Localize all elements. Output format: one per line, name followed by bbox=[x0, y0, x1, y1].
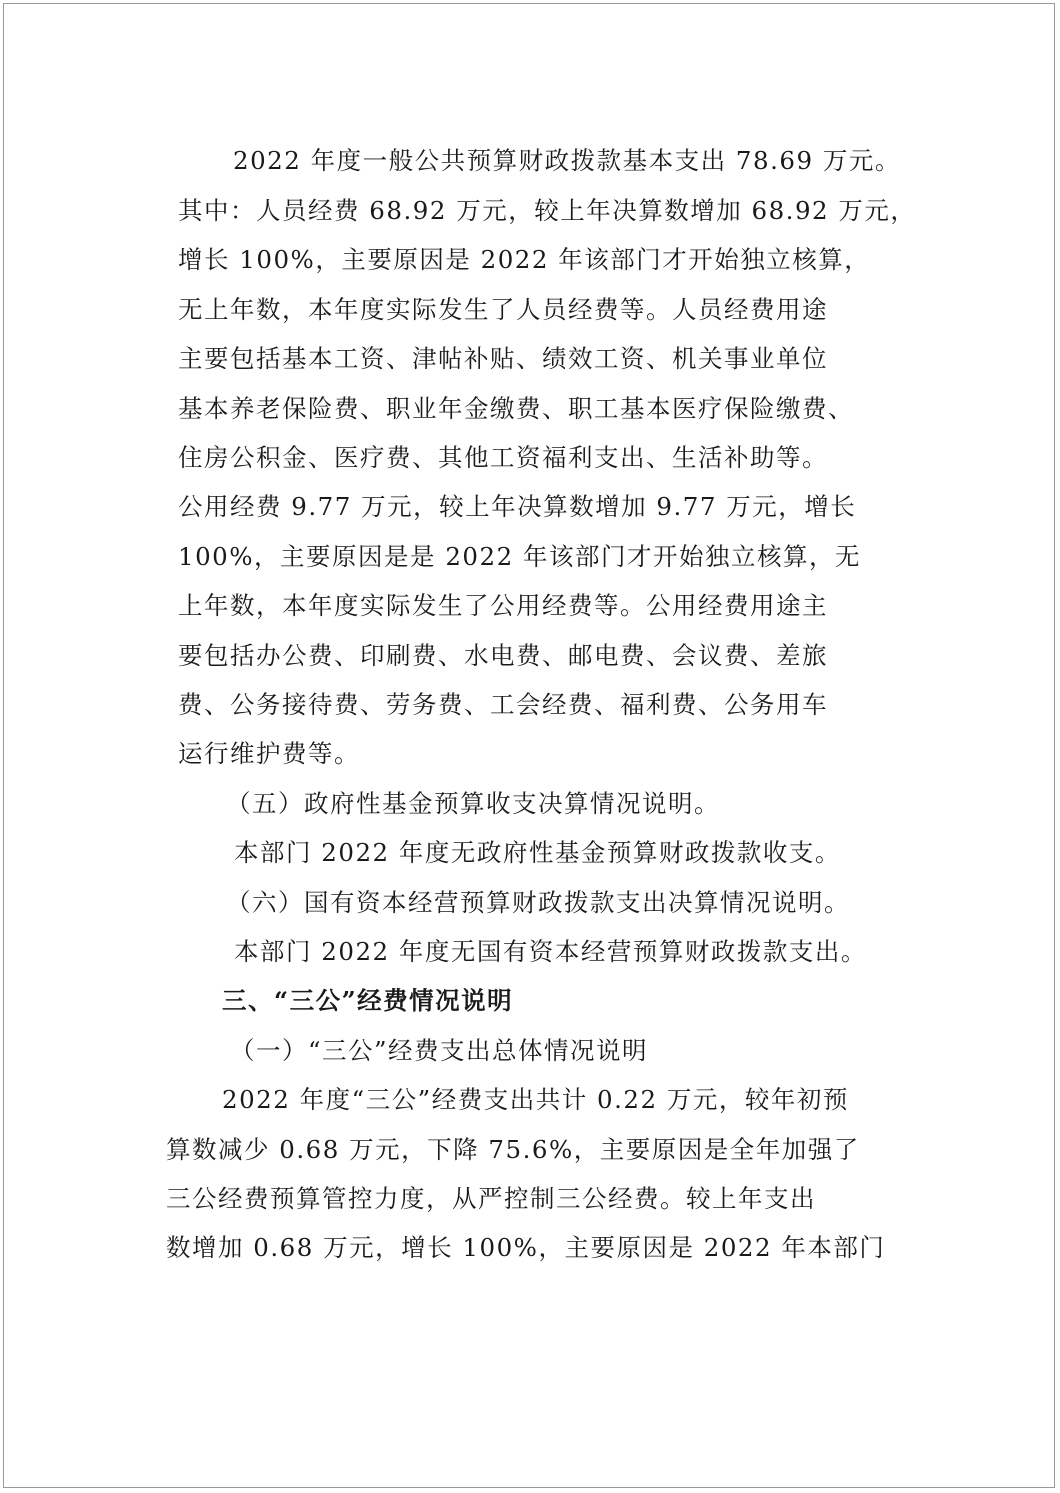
paragraph-line-9: 100%，主要原因是是 2022 年该部门才开始独立核算，无 bbox=[178, 542, 861, 571]
chapter-heading-3: 三、“三公”经费情况说明 bbox=[222, 986, 514, 1015]
paragraph-line-16: 2022 年度“三公”经费支出共计 0.22 万元，较年初预 bbox=[222, 1085, 849, 1114]
paragraph-line-15: 本部门 2022 年度无国有资本经营预算财政拨款支出。 bbox=[234, 937, 867, 966]
paragraph-line-18: 三公经费预算管控力度，从严控制三公经费。较上年支出 bbox=[166, 1184, 816, 1213]
paragraph-line-2: 其中：人员经费 68.92 万元，较上年决算数增加 68.92 万元， bbox=[178, 196, 917, 225]
paragraph-line-1: 2022 年度一般公共预算财政拨款基本支出 78.69 万元。 bbox=[233, 146, 901, 175]
sub-heading-1: （一）“三公”经费支出总体情况说明 bbox=[230, 1036, 649, 1065]
paragraph-line-6: 基本养老保险费、职业年金缴费、职工基本医疗保险缴费、 bbox=[178, 394, 854, 423]
paragraph-line-17: 算数减少 0.68 万元，下降 75.6%，主要原因是全年加强了 bbox=[166, 1135, 860, 1164]
paragraph-line-13: 运行维护费等。 bbox=[178, 739, 360, 768]
paragraph-line-14: 本部门 2022 年度无政府性基金预算财政拨款收支。 bbox=[234, 838, 841, 867]
paragraph-line-12: 费、公务接待费、劳务费、工会经费、福利费、公务用车 bbox=[178, 690, 828, 719]
paragraph-line-5: 主要包括基本工资、津帖补贴、绩效工资、机关事业单位 bbox=[178, 344, 828, 373]
paragraph-line-10: 上年数，本年度实际发生了公用经费等。公用经费用途主 bbox=[178, 591, 828, 620]
section-heading-5: （五）政府性基金预算收支决算情况说明。 bbox=[226, 789, 720, 818]
paragraph-line-8: 公用经费 9.77 万元，较上年决算数增加 9.77 万元，增长 bbox=[178, 492, 857, 521]
paragraph-line-11: 要包括办公费、印刷费、水电费、邮电费、会议费、差旅 bbox=[178, 641, 828, 670]
section-heading-6: （六）国有资本经营预算财政拨款支出决算情况说明。 bbox=[226, 888, 850, 917]
paragraph-line-19: 数增加 0.68 万元，增长 100%，主要原因是 2022 年本部门 bbox=[166, 1233, 886, 1262]
paragraph-line-3: 增长 100%，主要原因是 2022 年该部门才开始独立核算， bbox=[178, 245, 871, 274]
paragraph-line-4: 无上年数，本年度实际发生了人员经费等。人员经费用途 bbox=[178, 295, 828, 324]
paragraph-line-7: 住房公积金、医疗费、其他工资福利支出、生活补助等。 bbox=[178, 443, 828, 472]
